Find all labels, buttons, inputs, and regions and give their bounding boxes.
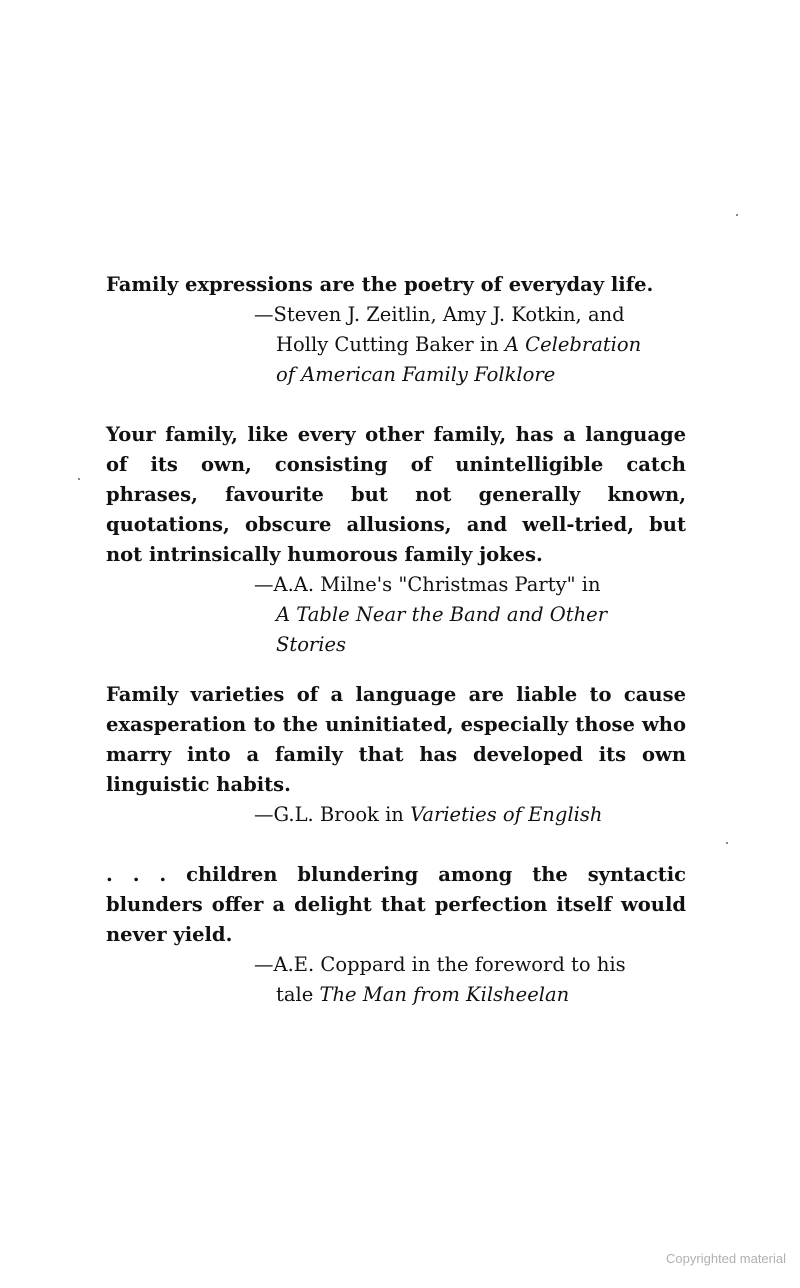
epigraph-4 bbox=[106, 860, 686, 1010]
epigraph-attribution bbox=[256, 800, 686, 830]
attribution-line bbox=[256, 600, 686, 630]
epigraph-quote: Family expressions are the poetry of everyday life. bbox=[106, 273, 654, 296]
attribution-line bbox=[256, 360, 686, 390]
attribution-line bbox=[256, 980, 686, 1010]
attribution-text: —G.L. Brook in bbox=[254, 803, 411, 826]
attribution-text: tale bbox=[276, 983, 320, 1006]
epigraph-attribution bbox=[256, 300, 686, 390]
copyright-watermark: Copyrighted material bbox=[666, 1251, 786, 1266]
scan-speck bbox=[736, 214, 738, 216]
attribution-line bbox=[256, 630, 686, 660]
attribution-line: —Steven J. Zeitlin, Amy J. Kotkin, and bbox=[254, 303, 625, 326]
work-title: A Table Near the Band and Other bbox=[276, 603, 608, 626]
work-title: Varieties of English bbox=[410, 803, 603, 826]
work-title: of American Family Folklore bbox=[276, 363, 556, 386]
work-title: The Man from Kilsheelan bbox=[319, 983, 570, 1006]
epigraph-3 bbox=[106, 680, 686, 830]
scan-speck bbox=[78, 478, 80, 480]
epigraph-quote: Your family, like every other family, has a language of its own, consisting of unintelligible catch phrases, favourite but not generally known, quotations, obscure allusions, and well-tried, but not intrinsically humorous family jokes. bbox=[106, 423, 686, 566]
epigraph-2 bbox=[106, 420, 686, 660]
scan-speck bbox=[726, 842, 728, 844]
attribution-line: —A.E. Coppard in the foreword to his bbox=[254, 953, 626, 976]
epigraph-quote: . . . children blundering among the syntactic blunders offer a delight that perfection itself would never yield. bbox=[106, 863, 686, 946]
attribution-text: Holly Cutting Baker in bbox=[276, 333, 505, 356]
work-title: Stories bbox=[276, 633, 347, 656]
attribution-line bbox=[256, 330, 686, 360]
attribution-line: —A.A. Milne's "Christmas Party" in bbox=[254, 573, 601, 596]
epigraph-1 bbox=[106, 270, 686, 390]
epigraph-attribution bbox=[256, 570, 686, 660]
attribution-line bbox=[256, 800, 686, 830]
epigraph-quote: Family varieties of a language are liable to cause exasperation to the uninitiated, especially those who marry into a family that has developed its own linguistic habits. bbox=[106, 683, 686, 796]
work-title: A Celebration bbox=[504, 333, 642, 356]
epigraph-attribution bbox=[256, 950, 686, 1010]
